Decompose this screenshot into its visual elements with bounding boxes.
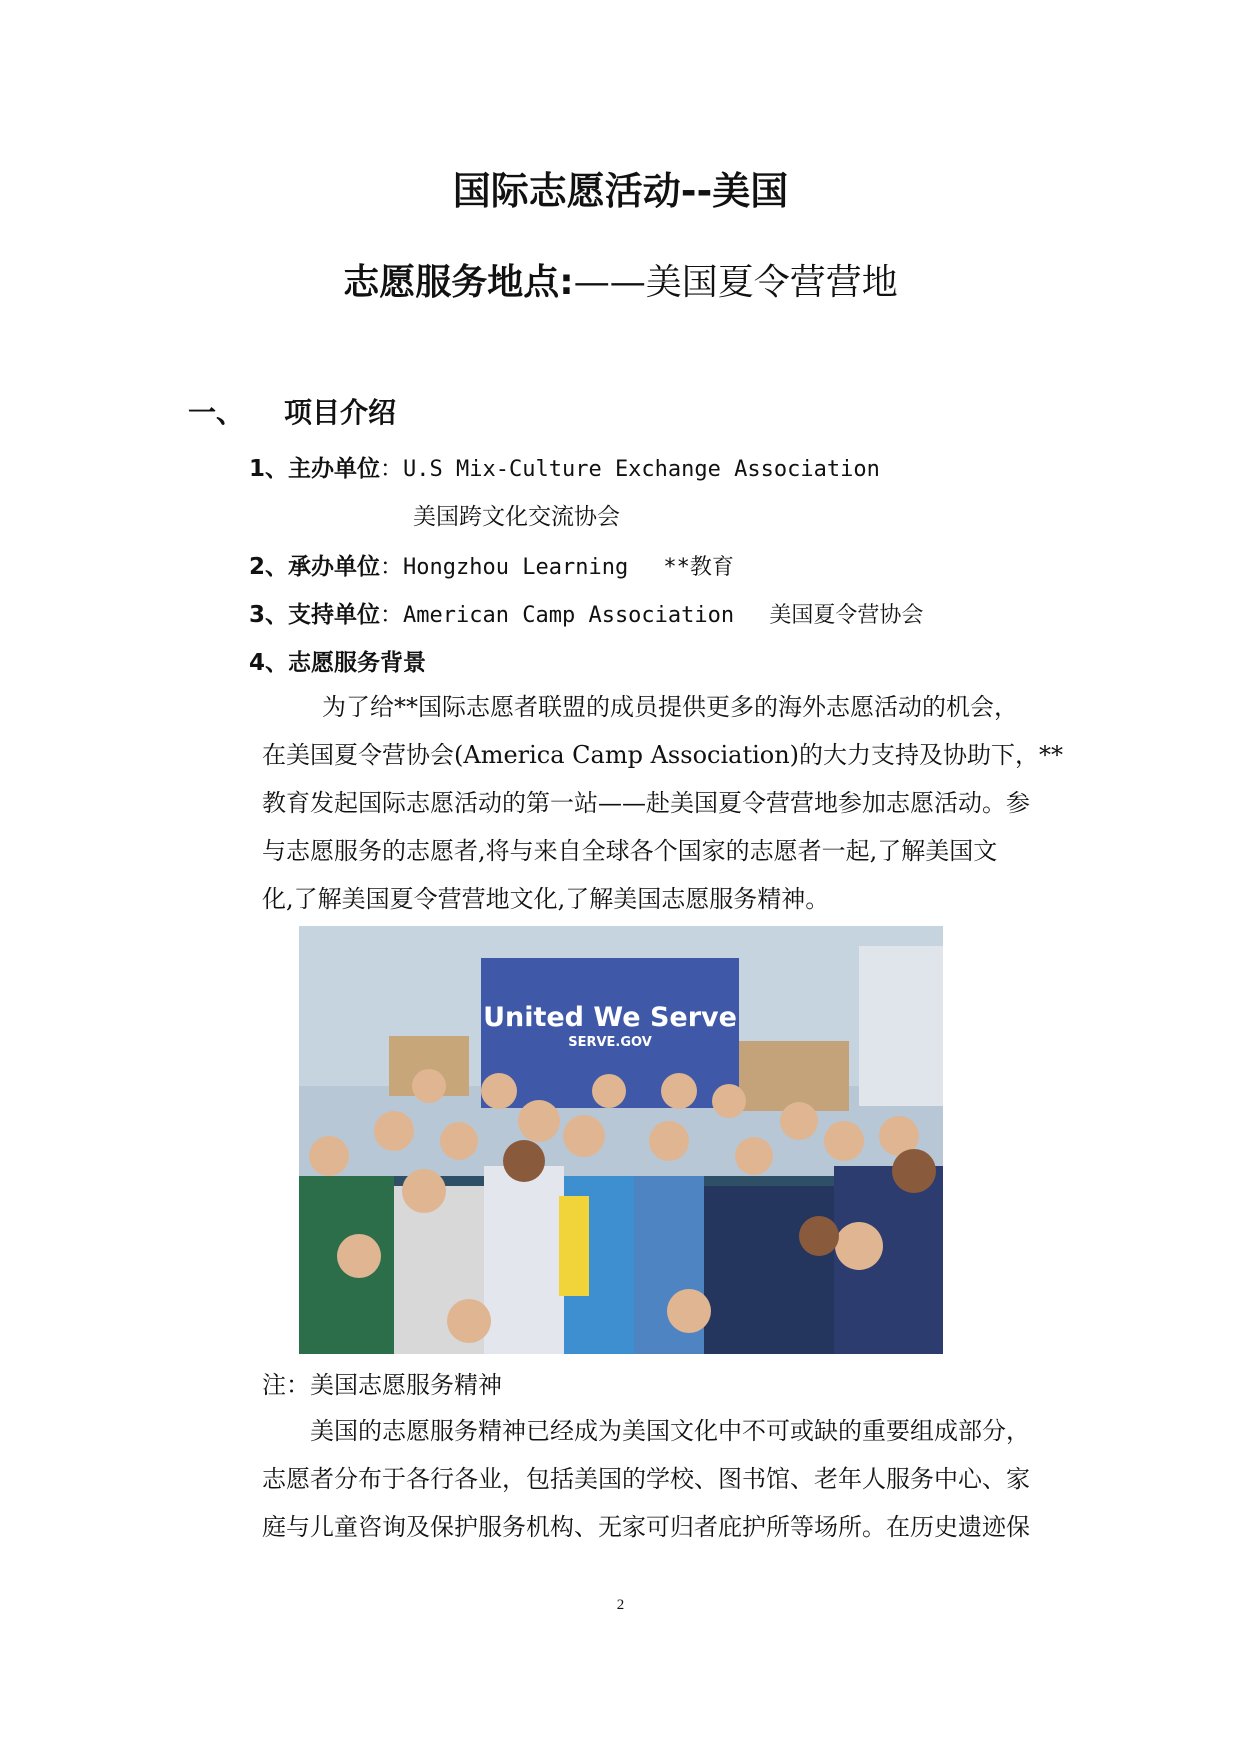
paragraph-line: 教育发起国际志愿活动的第一站——赴美国夏令营营地参加志愿活动。参 (262, 789, 1030, 817)
item-supporter-value: American Camp Association 美国夏令营协会 (403, 603, 924, 628)
paragraph-line: 化,了解美国夏令营营地文化,了解美国志愿服务精神。 (262, 885, 830, 913)
background-paragraph (262, 683, 1062, 923)
paragraph-line: 为了给**国际志愿者联盟的成员提供更多的海外志愿活动的机会， (322, 693, 1018, 721)
item-supporter-label: 3、支持单位 (249, 602, 381, 628)
subtitle-rest: ——美国夏令营营地 (573, 262, 898, 303)
volunteer-group-photo (299, 926, 943, 1354)
photo-wall-panel (859, 946, 943, 1106)
item-undertaker-value: Hongzhou Learning **教育 (403, 555, 734, 580)
paragraph-line: 与志愿服务的志愿者,将与来自全球各个国家的志愿者一起,了解美国文 (262, 837, 998, 865)
photo-yellow-top (559, 1196, 589, 1296)
page-number: 2 (616, 1597, 625, 1613)
photo-banner-title: United We Serve (483, 1002, 737, 1033)
subtitle-bold: 志愿服务地点: (343, 262, 574, 303)
photo-note: 注：美国志愿服务精神 (262, 1371, 502, 1399)
photo-illustration (299, 926, 943, 1354)
item-organizer (249, 450, 880, 483)
item-colon: ： (380, 602, 404, 628)
section-number: 一、 (188, 396, 245, 429)
photo-banner-sub: SERVE.GOV (568, 1035, 652, 1050)
photo-crowd-shirt (484, 1166, 564, 1354)
paragraph-line: 在美国夏令营协会(America Camp Association)的大力支持及协助下，** (262, 741, 1064, 769)
item-colon: ： (380, 554, 404, 580)
page-subtitle (0, 254, 1241, 305)
paragraph-line: 美国的志愿服务精神已经成为美国文化中不可或缺的重要组成部分， (310, 1417, 1030, 1445)
section-heading (188, 391, 396, 431)
item-organizer-cn: 美国跨文化交流协会 (413, 504, 620, 530)
item-supporter (249, 596, 923, 629)
photo-crowd-navy (704, 1186, 834, 1354)
item-background (249, 644, 426, 677)
item-undertaker (249, 548, 734, 581)
spirit-paragraph (262, 1407, 1062, 1551)
photo-plywood (739, 1041, 849, 1111)
item-background-label: 4、志愿服务背景 (249, 650, 427, 676)
item-organizer-value: U.S Mix-Culture Exchange Association (403, 457, 880, 482)
item-colon: ： (380, 456, 404, 482)
section-label: 项目介绍 (284, 396, 397, 429)
paragraph-line: 庭与儿童咨询及保护服务机构、无家可归者庇护所等场所。在历史遗迹保 (262, 1513, 1030, 1541)
item-organizer-label: 1、主办单位 (249, 456, 381, 482)
paragraph-line: 志愿者分布于各行各业，包括美国的学校、图书馆、老年人服务中心、家 (262, 1465, 1030, 1493)
item-undertaker-label: 2、承办单位 (249, 554, 381, 580)
page-title: 国际志愿活动--美国 (452, 169, 789, 213)
